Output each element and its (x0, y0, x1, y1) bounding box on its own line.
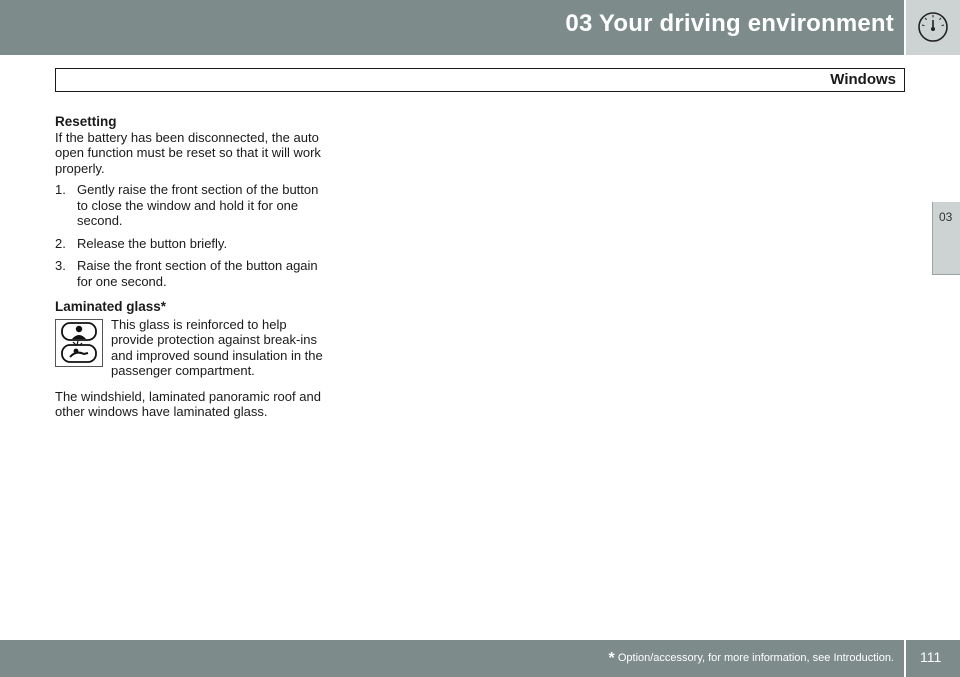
step-number: 1. (55, 182, 66, 197)
page-number: 111 (920, 649, 942, 665)
header-icon-box (906, 0, 960, 55)
speedometer-icon (917, 11, 949, 43)
step-item (55, 182, 325, 229)
header-bar (0, 0, 904, 55)
footer-bar (0, 640, 904, 677)
chapter-title: 03 Your driving environment (565, 10, 894, 37)
step-item (55, 236, 325, 252)
resetting-heading: Resetting (55, 114, 117, 129)
section-header (55, 68, 905, 92)
laminated-block (55, 317, 325, 387)
chapter-tab (932, 202, 960, 275)
laminated-note: The windshield, laminated panoramic roof and other windows have laminated glass. (55, 388, 321, 419)
chapter-tab-label: 03 (939, 210, 953, 224)
resetting-steps (55, 182, 325, 289)
step-text: Release the button briefly. (77, 235, 228, 251)
main-content (55, 114, 325, 420)
step-text: Raise the front section of the button again for one second. (77, 258, 318, 289)
step-item (55, 258, 325, 289)
step-text: Gently raise the front section of the button to close the window and hold it for one second. (77, 182, 319, 228)
footer-note-text: Option/accessory, for more information, see Introduction. (617, 652, 894, 664)
laminated-description: This glass is reinforced to help provide protection against break-ins and improved sound insulation in the passenger compartment. (111, 316, 323, 378)
step-number: 3. (55, 258, 66, 273)
footer-star: * (608, 650, 615, 667)
laminated-heading: Laminated glass* (55, 299, 167, 314)
step-number: 2. (55, 235, 66, 251)
footer-note (609, 650, 894, 668)
section-title: Windows (830, 71, 896, 88)
footer-page-box (906, 640, 960, 677)
resetting-intro: If the battery has been disconnected, the auto open function must be reset so that it will work properly. (55, 129, 321, 176)
laminated-glass-icon (55, 319, 103, 367)
